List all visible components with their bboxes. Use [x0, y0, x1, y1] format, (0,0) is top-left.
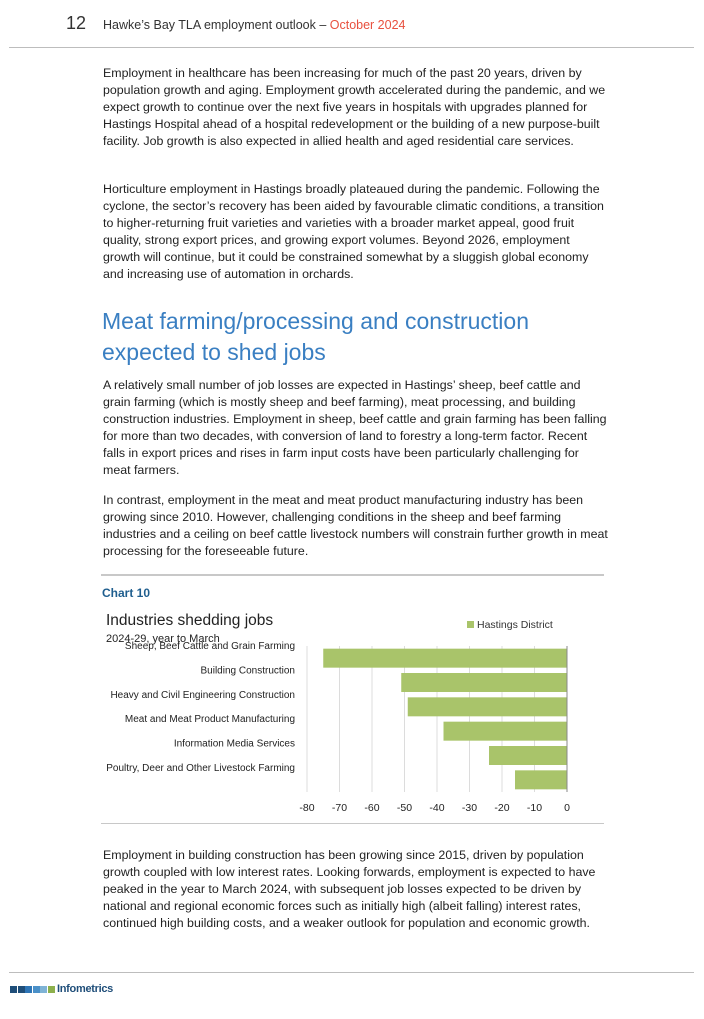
paragraph-job-losses: A relatively small number of job losses are expected in Hastings’ sheep, beef cattle and grain farming (which is mostly sheep and beef farming), meat processing, and building construction industries. Employment in sheep, beef cattle and grain farming has been falling for more than two decades, with conversion of land to forestry a long-term factor. Recent falls in export prices and rises in farm input costs have been particularly challenging for meat farmers. [103, 378, 607, 477]
bar [444, 722, 568, 741]
x-tick-label: -20 [494, 802, 510, 814]
bar [323, 649, 567, 668]
paragraph-meat-manufacturing: In contrast, employment in the meat and meat product manufacturing industry has been growing since 2010. However, challenging conditions in the sheep and beef farming industries and a ceiling on beef cattle livestock numbers will constrain further growth in meat processing for the foreseeable future. [103, 493, 608, 558]
category-label: Meat and Meat Product Manufacturing [124, 714, 295, 726]
x-tick-label: -80 [299, 802, 315, 814]
logo-square [10, 986, 17, 993]
x-tick-label: -10 [526, 802, 543, 814]
section-heading: Meat farming/processing and construction expected to shed jobs [102, 308, 529, 365]
x-tick-label: 0 [564, 802, 570, 814]
logo-square [25, 986, 32, 993]
bar [489, 746, 567, 765]
bar [408, 697, 567, 716]
category-label: Information Media Services [173, 738, 295, 750]
bar [401, 673, 567, 692]
logo-square [18, 986, 25, 993]
x-tick-label: -30 [461, 802, 478, 814]
paragraph-building-construction: Employment in building construction has been growing since 2015, driven by population growth coupled with low interest rates. Looking forwards, employment is expected to have peaked in the year to March 2024, with subsequent job losses expected to be driven by national and regional economic forces such as initially high (albeit falling) interest rates, continued high building costs, and a weaker outlook for population and economic growth. [103, 848, 596, 930]
logo-square [40, 986, 47, 993]
logo-square [48, 986, 55, 993]
logo-text: Infometrics [57, 983, 113, 995]
x-tick-label: -50 [396, 802, 413, 814]
category-label: Heavy and Civil Engineering Construction [110, 689, 295, 701]
category-label: Poultry, Deer and Other Livestock Farming [106, 762, 295, 774]
logo-square [33, 986, 40, 993]
paragraph-healthcare: Employment in healthcare has been increasing for much of the past 20 years, driven by population growth and aging. Employment growth accelerated during the pandemic, and we expect growth to continue over the next five years in hospitals with upgrades planned for Hastings Hospital ahead of a hospital redevelopment or the building of a new purpose-built facility. Job growth is also expected in allied health and aged residential care services. [103, 66, 606, 148]
page-number: 12 [66, 13, 87, 33]
category-label: Sheep, Beef Cattle and Grain Farming [124, 641, 295, 653]
bar [515, 770, 567, 789]
chart-title: Industries shedding jobs [106, 612, 274, 629]
x-tick-label: -70 [331, 802, 348, 814]
report-date: October 2024 [329, 18, 406, 32]
x-tick-label: -40 [429, 802, 445, 814]
chart-number-label: Chart 10 [102, 586, 151, 600]
x-tick-label: -60 [364, 802, 380, 814]
chart-subtitle: 2024-29, year to March [106, 633, 220, 645]
report-title: Hawke’s Bay TLA employment outlook – [103, 18, 330, 32]
footer-divider [9, 972, 694, 973]
category-label: Building Construction [200, 665, 295, 677]
paragraph-horticulture: Horticulture employment in Hastings broadly plateaued during the pandemic. Following the cyclone, the sector’s recovery has been aided by favourable climatic conditions, a transition to higher-returning fruit varieties and varieties with a broader market appeal, good fruit quality, strong export prices, and growing export volumes. Beyond 2026, employment growth will continue, but it could be constrained somewhat by a sluggish global economy and increasing use of automation in orchards. [103, 182, 604, 281]
legend-label: Hastings District [477, 619, 553, 631]
